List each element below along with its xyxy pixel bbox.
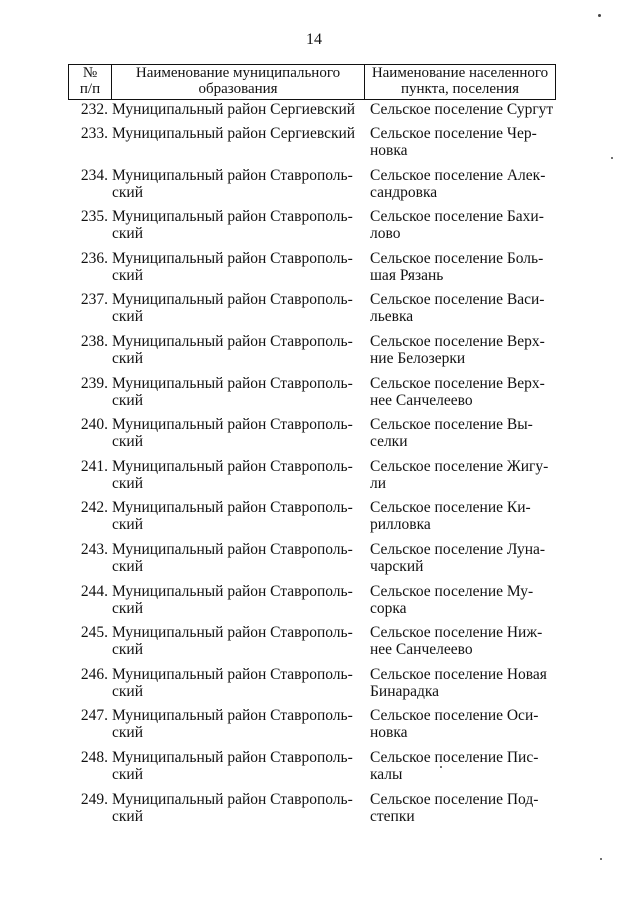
row-number: 237.	[80, 291, 108, 309]
table-row	[70, 458, 570, 500]
row-settlement: Сельское поселение Оси- новка	[370, 707, 539, 742]
table-row	[70, 101, 570, 125]
row-settlement: Сельское поселение Боль- шая Рязань	[370, 249, 544, 284]
table-row	[70, 416, 570, 458]
table-row	[70, 541, 570, 583]
row-settlement: Сельское поселение Вы- селки	[370, 416, 533, 451]
header-number-sublabel: п/п	[79, 81, 101, 97]
table-row	[70, 333, 570, 375]
row-municipality: Муниципальный район Ставрополь- ский	[112, 624, 353, 659]
table-body	[70, 101, 570, 832]
table-header	[68, 64, 556, 100]
row-municipality: Муниципальный район Ставрополь- ский	[112, 707, 353, 742]
row-municipality: Муниципальный район Сергиевский	[112, 125, 356, 142]
row-municipality: Муниципальный район Ставрополь- ский	[112, 665, 353, 700]
row-number: 235.	[80, 208, 108, 226]
row-settlement: Сельское поселение Бахи- лово	[370, 208, 544, 243]
row-number: 239.	[80, 374, 108, 392]
row-municipality: Муниципальный район Ставрополь- ский	[112, 374, 353, 409]
table-row	[70, 707, 570, 749]
scan-speck	[598, 14, 601, 17]
row-number: 243.	[80, 540, 108, 558]
table-row	[70, 624, 570, 666]
row-municipality: Муниципальный район Ставрополь- ский	[112, 582, 353, 617]
row-municipality: Муниципальный район Ставрополь- ский	[112, 457, 353, 492]
row-number: 232.	[80, 101, 108, 118]
row-municipality: Муниципальный район Ставрополь- ский	[112, 748, 353, 783]
scan-speck	[611, 157, 613, 159]
row-municipality: Муниципальный район Ставрополь- ский	[112, 332, 353, 367]
table-row	[70, 291, 570, 333]
header-settlement-sublabel: пункта, поселения	[400, 81, 520, 97]
row-number: 244.	[80, 582, 108, 600]
row-number: 247.	[80, 707, 108, 725]
row-settlement: Сельское поселение Жигу- ли	[370, 457, 549, 492]
scan-speck	[440, 766, 442, 768]
row-municipality: Муниципальный район Ставрополь- ский	[112, 416, 353, 451]
row-municipality: Муниципальный район Сергиевский	[112, 101, 356, 118]
header-number-cell	[69, 65, 112, 100]
row-number: 238.	[80, 332, 108, 350]
row-number: 236.	[80, 249, 108, 267]
row-settlement: Сельское поселение Верх- нее Санчелеево	[370, 374, 545, 409]
row-number: 248.	[80, 748, 108, 766]
row-municipality: Муниципальный район Ставрополь- ский	[112, 540, 353, 575]
row-number: 233.	[80, 125, 108, 142]
table-row	[70, 583, 570, 625]
row-municipality: Муниципальный район Ставрополь- ский	[112, 208, 353, 243]
row-municipality: Муниципальный район Ставрополь- ский	[112, 790, 353, 825]
row-settlement: Сельское поселение Пис- калы	[370, 748, 539, 783]
row-settlement: Сельское поселение Му- сорка	[370, 582, 534, 617]
row-number: 249.	[80, 790, 108, 808]
row-municipality: Муниципальный район Ставрополь- ский	[112, 291, 353, 326]
table-row	[70, 499, 570, 541]
row-settlement: Сельское поселение Чер- новка	[370, 125, 537, 159]
table-row	[70, 250, 570, 292]
table-row	[70, 167, 570, 209]
scan-speck	[600, 858, 602, 860]
row-number: 240.	[80, 416, 108, 434]
table-row	[70, 208, 570, 250]
row-settlement: Сельское поселение Сургут	[370, 101, 554, 118]
table-row	[70, 791, 570, 833]
row-settlement: Сельское поселение Ки- рилловка	[370, 499, 531, 534]
table-row	[70, 375, 570, 417]
row-number: 234.	[80, 166, 108, 184]
row-settlement: Сельское поселение Васи- льевка	[370, 291, 545, 326]
row-municipality: Муниципальный район Ставрополь- ский	[112, 249, 353, 284]
row-settlement: Сельское поселение Верх- ние Белозерки	[370, 332, 545, 367]
row-number: 242.	[80, 499, 108, 517]
row-number: 246.	[80, 665, 108, 683]
header-municipality-sublabel: образования	[198, 81, 278, 97]
header-settlement-cell	[365, 65, 556, 100]
row-settlement: Сельское поселение Ниж- нее Санчелеево	[370, 624, 543, 659]
table-row	[70, 666, 570, 708]
row-number: 241.	[80, 457, 108, 475]
row-number: 245.	[80, 624, 108, 642]
row-settlement: Сельское поселение Луна- чарский	[370, 540, 546, 575]
header-number-label: №	[82, 65, 98, 81]
table-row	[70, 125, 570, 167]
header-municipality-label: Наименование муниципального	[135, 65, 341, 81]
page-number: 14	[306, 31, 322, 48]
row-settlement: Сельское поселение Новая Бинарадка	[370, 665, 547, 700]
row-municipality: Муниципальный район Ставрополь- ский	[112, 166, 353, 201]
row-municipality: Муниципальный район Ставрополь- ский	[112, 499, 353, 534]
row-settlement: Сельское поселение Алек- сандровка	[370, 166, 546, 201]
table-row	[70, 749, 570, 791]
header-settlement-label: Наименование населенного	[371, 65, 549, 81]
header-municipality-cell	[112, 65, 365, 100]
row-settlement: Сельское поселение Под- степки	[370, 790, 539, 825]
